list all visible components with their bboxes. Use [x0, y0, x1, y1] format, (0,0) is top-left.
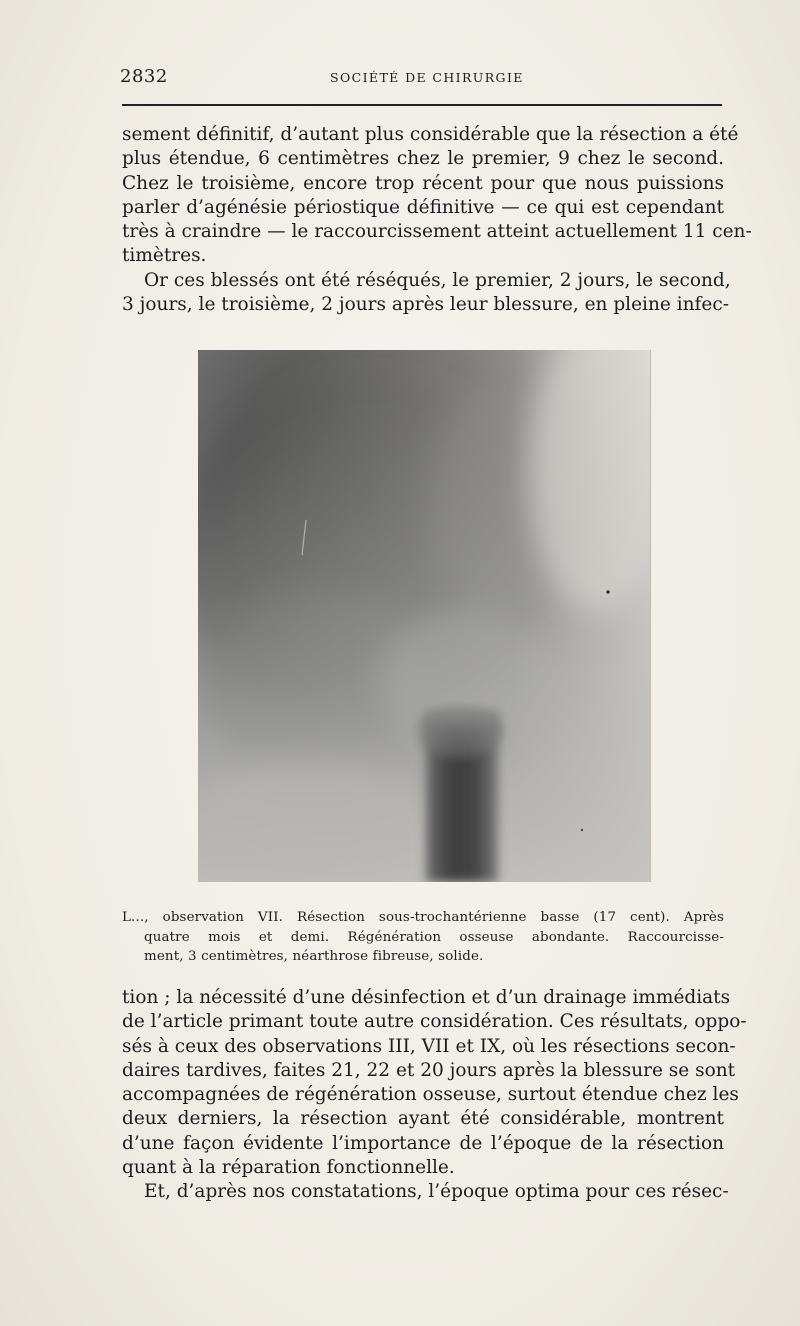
text-line: d’une façon évidente l’importance de l’époque de la résection — [122, 1132, 724, 1154]
text-line: tion ; la nécessité d’une désinfection et d’un drainage immédiats — [122, 987, 731, 1008]
paragraph-continued — [122, 123, 752, 269]
paragraph-blessures — [122, 269, 731, 318]
text-line: parler d’agénésie périostique définitive — ce qui est cependant — [122, 196, 724, 218]
text-line: Chez le troisième, encore trop récent pour que nous puissions — [122, 172, 724, 194]
radiograph-figure — [198, 350, 651, 882]
caption-line: quatre mois et demi. Régénération osseuse abondante. Raccourcisse- — [144, 929, 724, 945]
caption-line: L..., observation VII. Résection sous-trochantérienne basse (17 cent). Après — [122, 910, 724, 925]
text-line: accompagnées de régénération osseuse, surtout étendue chez les — [122, 1084, 739, 1106]
text-line: très à craindre — le raccourcissement atteint actuellement 11 cen- — [122, 221, 752, 243]
text-line: Et, d’après nos constatations, l’époque optima pour ces résec- — [144, 1181, 729, 1203]
figure-caption — [122, 908, 724, 967]
text-line: sement définitif, d’autant plus considérable que la résection a été — [122, 124, 739, 145]
text-line: timètres. — [122, 245, 207, 267]
text-line: 3 jours, le troisième, 2 jours après leur blessure, en pleine infec- — [122, 294, 729, 316]
caption-line: ment, 3 centimètres, néarthrose fibreuse, solide. — [144, 949, 484, 964]
text-line: quant à la réparation fonctionnelle. — [122, 1157, 455, 1179]
text-line: deux derniers, la résection ayant été considérable, montrent — [122, 1108, 724, 1130]
paragraph-epoque — [122, 1180, 729, 1204]
radiograph-image — [198, 350, 650, 882]
page-number: 2832 — [120, 66, 168, 87]
header-rule — [122, 104, 722, 106]
paragraph-infection — [122, 986, 747, 1180]
text-line: de l’article primant toute autre considération. Ces résultats, oppo- — [122, 1011, 747, 1033]
text-line: plus étendue, 6 centimètres chez le premier, 9 chez le second. — [122, 148, 724, 170]
text-line: sés à ceux des observations III, VII et IX, où les résections secon- — [122, 1035, 736, 1057]
text-line: daires tardives, faites 21, 22 et 20 jours après la blessure se sont — [122, 1059, 736, 1081]
page-header — [120, 66, 722, 86]
running-head: SOCIÉTÉ DE CHIRURGIE — [330, 70, 524, 85]
text-block-bottom — [122, 986, 747, 1205]
text-line: Or ces blessés ont été réséqués, le premier, 2 jours, le second, — [144, 269, 731, 291]
text-block-top — [122, 123, 752, 317]
